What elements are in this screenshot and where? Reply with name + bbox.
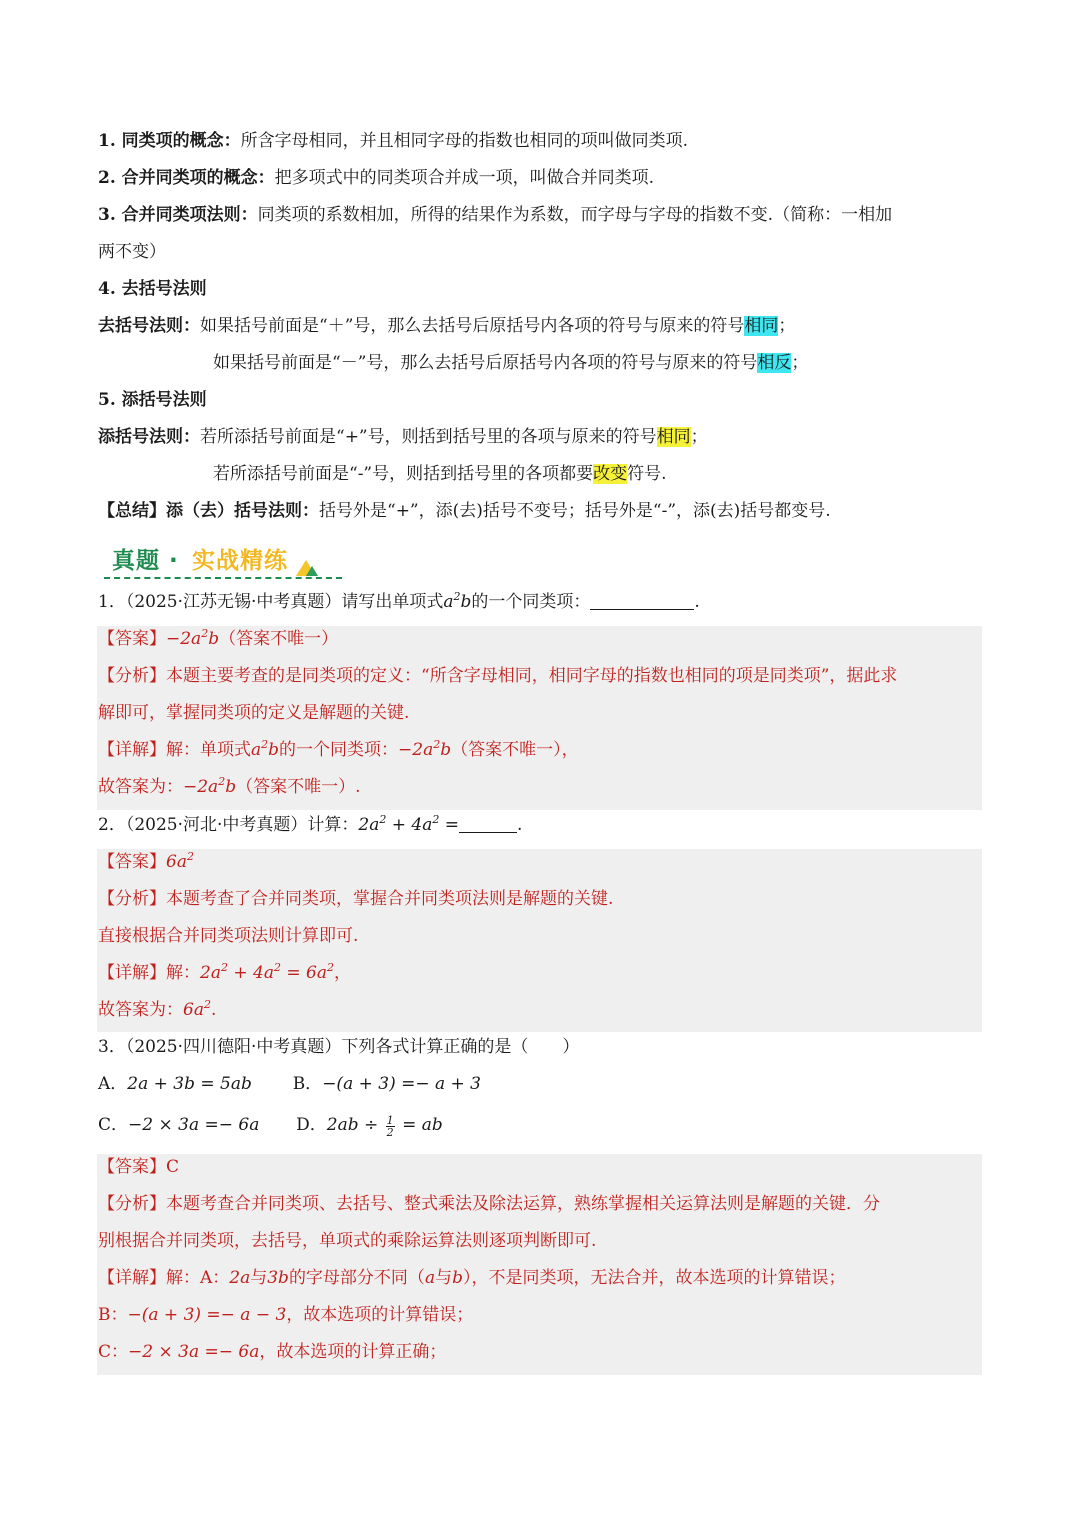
q3-option-a: 2a + 3b = 5ab xyxy=(127,1074,252,1094)
q1-answer xyxy=(98,626,338,652)
q2-analysis-tag: 【分析】 xyxy=(98,889,166,909)
kp4-end2: ； xyxy=(791,353,809,373)
summary-text: 括号外是“+”，添(去)括号不变号；括号外是“-”，添(去)括号都变号. xyxy=(319,501,831,521)
q2-detail-expr2: $6a^2$ xyxy=(183,998,211,1020)
q1-detail-expr3: $-2a^2b$ xyxy=(183,775,237,797)
kp4-line1: 如果括号前面是“＋”号，那么去括号后原括号内各项的符号与原来的符号 xyxy=(200,316,745,336)
q2-analysis-1: 本题考查了合并同类项，掌握合并同类项法则是解题的关键. xyxy=(166,889,614,909)
q3-detail-c1: C： xyxy=(98,1342,129,1362)
q3-detail-a3: 的字母部分不同（ xyxy=(288,1268,425,1288)
q3-options-ab xyxy=(98,1071,481,1097)
q1-detail-1a: 解：单项式 xyxy=(166,740,251,760)
q3-detail-a-term1: 2a xyxy=(229,1268,251,1288)
kp5-highlight-change: 改变 xyxy=(593,464,628,484)
q1-detail-2 xyxy=(98,774,361,800)
q3-detail-c2: ，故本选项的计算正确； xyxy=(259,1342,447,1362)
mountain-small-icon xyxy=(306,566,318,576)
q2-stem-prefix: 2．（2025·河北·中考真题）计算： xyxy=(98,815,359,835)
q2-detail xyxy=(98,960,351,986)
q3-detail-tag: 【详解】 xyxy=(98,1268,166,1288)
kp5-end1: ； xyxy=(690,427,708,447)
q1-detail-1c: （答案不唯一）， xyxy=(451,740,579,760)
q2-detail-2 xyxy=(98,997,216,1023)
q3-option-b: −(a + 3) =− a + 3 xyxy=(322,1074,481,1094)
knowledge-point-2 xyxy=(98,165,654,191)
q2-answer xyxy=(98,849,194,875)
q2-detail-1b: ， xyxy=(333,963,351,983)
q1-analysis-1: 本题主要考查的是同类项的定义：“所含字母相同，相同字母的指数也相同的项是同类项”，据此求 xyxy=(166,666,898,686)
q1-analysis-tag: 【分析】 xyxy=(98,666,166,686)
q3-analysis-tag: 【分析】 xyxy=(98,1194,166,1214)
kp4-rule-1 xyxy=(98,313,795,339)
kp3-continuation: 两不变） xyxy=(98,242,166,262)
kp4-highlight-same: 相同 xyxy=(744,316,779,336)
q3-detail-a1: 解：A： xyxy=(166,1268,230,1288)
q3-option-d-label: D． xyxy=(296,1115,327,1135)
q2-stem-end: . xyxy=(517,815,523,835)
summary xyxy=(98,498,831,524)
q2-analysis-2: 直接根据合并同类项法则计算即可. xyxy=(98,926,359,946)
q3-analysis-2: 别根据合并同类项，去括号，单项式的乘除运算法则逐项判断即可. xyxy=(98,1231,597,1251)
q1-monomial: $a^2b$ xyxy=(443,590,472,612)
q1-analysis-2: 解即可，掌握同类项的定义是解题的关键. xyxy=(98,703,410,723)
q3-detail-a-var2: b xyxy=(452,1268,463,1288)
q3-detail-a-var1: a xyxy=(424,1268,436,1288)
q1-analysis xyxy=(98,663,897,689)
q3-option-b-label: B． xyxy=(292,1074,323,1094)
q1-stem-suffix: 的一个同类项： xyxy=(471,592,591,612)
kp4-highlight-opposite: 相反 xyxy=(757,353,792,373)
kp2-text: 把多项式中的同类项合并成一项，叫做合并同类项. xyxy=(274,168,655,188)
q3-detail-a-term2: 3b xyxy=(267,1268,289,1288)
q2-detail-tag: 【详解】 xyxy=(98,963,166,983)
q3-option-c: −2 × 3a =− 6a xyxy=(128,1115,260,1135)
q2-stem xyxy=(98,812,522,838)
kp5-title: 5. 添括号法则 xyxy=(98,390,207,410)
banner-title-yellow: 实战精练 xyxy=(192,548,288,574)
kp3-label: 3. 合并同类项法则： xyxy=(98,205,258,225)
q2-answer-tag: 【答案】 xyxy=(98,852,166,872)
q3-detail-a xyxy=(98,1265,845,1291)
kp4-line2: 如果括号前面是“－”号，那么去括号后原括号内各项的符号与原来的符号 xyxy=(213,353,758,373)
q2-detail-2a: 故答案为： xyxy=(98,1000,183,1020)
q3-detail-b1: B： xyxy=(98,1305,128,1325)
q3-options-cd xyxy=(98,1112,443,1138)
q1-detail-tag: 【详解】 xyxy=(98,740,166,760)
q1-detail-2a: 故答案为： xyxy=(98,777,183,797)
kp5-line2: 若所添括号前面是“-”号，则括到括号里的各项都要 xyxy=(213,464,594,484)
section-banner xyxy=(100,538,345,584)
q1-detail xyxy=(98,737,579,763)
q3-analysis xyxy=(98,1191,880,1217)
q3-answer-value: C xyxy=(166,1157,180,1177)
q1-answer-expr: $-2a^2b$ xyxy=(166,627,220,649)
q3-option-d: 2ab ÷ $\frac{1}{2}$ = ab xyxy=(326,1114,443,1139)
q3-analysis-1: 本题考查合并同类项、去括号、整式乘法及除法运算，熟练掌握相关运算法则是解题的关键．分 xyxy=(166,1194,880,1214)
q1-detail-1b: 的一个同类项： xyxy=(279,740,399,760)
banner-title-green: 真题 · xyxy=(112,548,179,574)
q2-detail-1a: 解： xyxy=(166,963,200,983)
q3-answer xyxy=(98,1154,179,1180)
kp5-line1: 若所添括号前面是“+”号，则括到括号里的各项与原来的符号 xyxy=(200,427,657,447)
q3-detail-c xyxy=(98,1339,446,1365)
kp5-highlight-same: 相同 xyxy=(656,427,691,447)
q3-answer-tag: 【答案】 xyxy=(98,1157,166,1177)
q1-stem xyxy=(98,589,700,615)
kp4-title: 4. 去括号法则 xyxy=(98,279,207,299)
q1-answer-blank xyxy=(590,591,694,610)
q1-detail-expr2: $-2a^2b$ xyxy=(398,738,452,760)
q2-detail-expr: $2a^2 + 4a^2 = 6a^2$ xyxy=(200,961,334,983)
summary-label: 【总结】添（去）括号法则： xyxy=(98,501,319,521)
q2-expr: $2a^2 + 4a^2$ = xyxy=(358,813,460,835)
q2-analysis xyxy=(98,886,613,912)
q3-stem: 3．（2025·四川德阳·中考真题）下列各式计算正确的是（ ） xyxy=(98,1037,580,1057)
q3-option-a-label: A． xyxy=(98,1074,128,1094)
q1-answer-note: （答案不唯一） xyxy=(219,629,339,649)
q3-detail-b2: ，故本选项的计算错误； xyxy=(286,1305,474,1325)
kp1-label: 1. 同类项的概念： xyxy=(98,131,241,151)
q1-stem-end: . xyxy=(694,592,700,612)
q1-detail-expr1: $a^2b$ xyxy=(251,738,280,760)
banner-underline xyxy=(104,577,342,579)
q3-detail-a5: ），不是同类项，无法合并，故本选项的计算错误； xyxy=(462,1268,846,1288)
q1-detail-2b: （答案不唯一）. xyxy=(236,777,361,797)
q2-detail-2b: . xyxy=(210,1000,217,1020)
kp4-label: 去括号法则： xyxy=(98,316,200,336)
q3-detail-a4: 与 xyxy=(435,1268,453,1288)
kp5-rule-2 xyxy=(213,461,667,487)
kp4-end1: ； xyxy=(778,316,796,336)
kp5-end2: 符号. xyxy=(627,464,667,484)
q3-detail-a2: 与 xyxy=(250,1268,268,1288)
kp5-rule-1 xyxy=(98,424,708,450)
q3-detail-c-expr: −2 × 3a =− 6a xyxy=(128,1342,260,1362)
q1-stem-prefix: 1．（2025·江苏无锡·中考真题）请写出单项式 xyxy=(98,592,444,612)
q3-detail-b xyxy=(98,1302,473,1328)
q3-detail-b-expr: −(a + 3) =− a − 3 xyxy=(127,1305,287,1325)
knowledge-point-3 xyxy=(98,202,892,228)
kp4-rule-2 xyxy=(213,350,808,376)
kp2-label: 2. 合并同类项的概念： xyxy=(98,168,275,188)
kp5-label: 添括号法则： xyxy=(98,427,200,447)
kp1-text: 所含字母相同，并且相同字母的指数也相同的项叫做同类项. xyxy=(240,131,689,151)
q2-answer-blank xyxy=(459,814,517,833)
q3-option-c-label: C． xyxy=(98,1115,129,1135)
q1-answer-tag: 【答案】 xyxy=(98,629,166,649)
knowledge-point-1 xyxy=(98,128,688,154)
kp3-text: 同类项的系数相加，所得的结果作为系数，而字母与字母的指数不变.（简称：一相加 xyxy=(257,205,893,225)
q2-answer-expr: $6a^2$ xyxy=(166,850,194,872)
